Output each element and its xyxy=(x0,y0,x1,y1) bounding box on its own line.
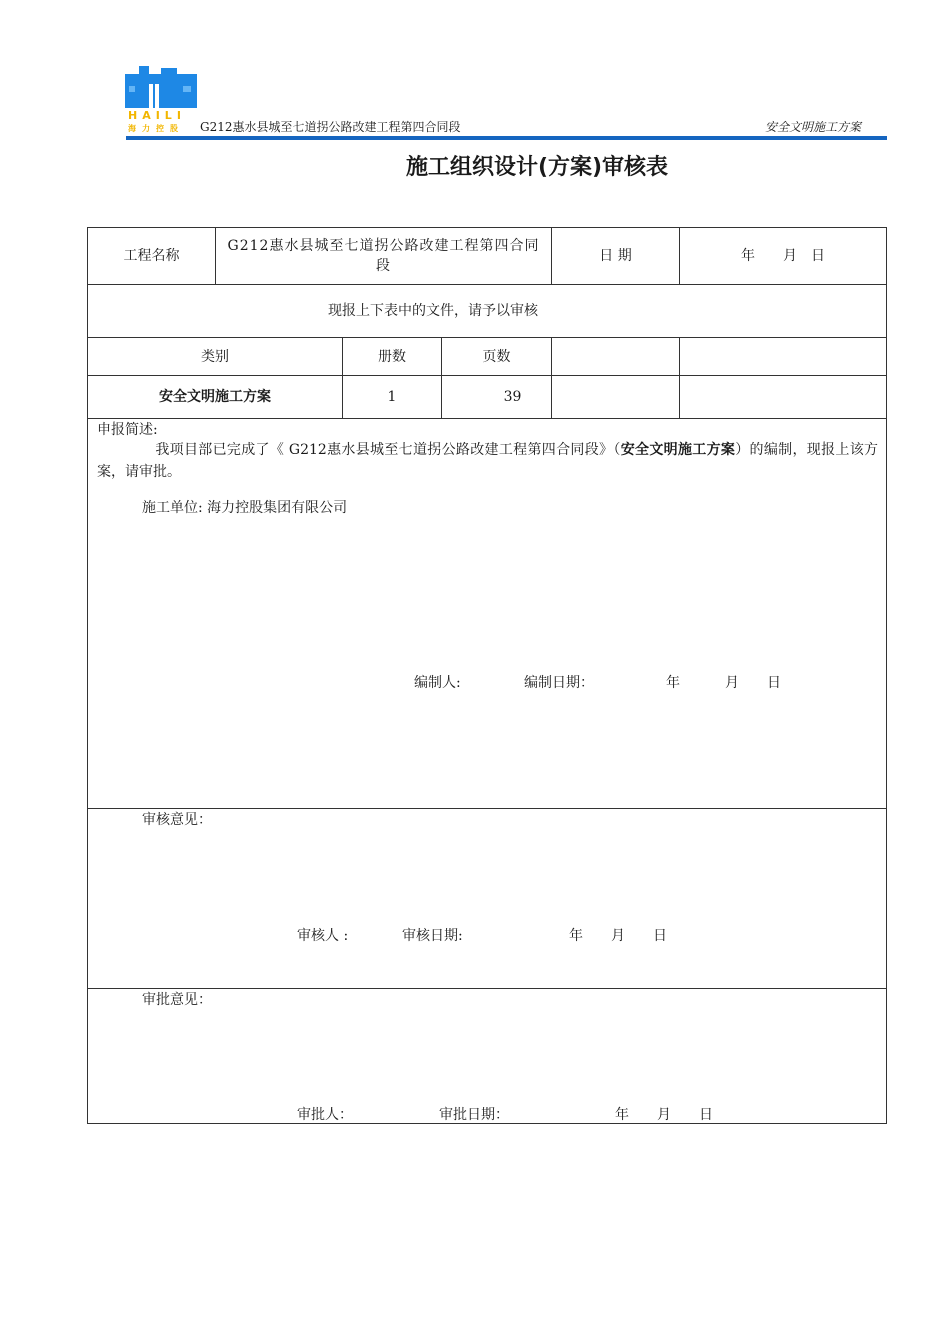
document-pages: 39 xyxy=(442,376,552,419)
review-form-table xyxy=(87,227,887,1124)
summary-section xyxy=(88,419,887,809)
approval-section xyxy=(88,989,887,1124)
date-value: 年 月 日 xyxy=(680,228,887,285)
header-document-type: 安全文明施工方案 xyxy=(764,120,861,134)
header-project-name: G212惠水县城至七道拐公路改建工程第四合同段 xyxy=(200,120,461,134)
document-row xyxy=(88,376,887,419)
approver-label: 审批人： xyxy=(297,1107,353,1123)
preparation-date-label: 编制日期： xyxy=(524,675,594,691)
page-title: 施工组织设计(方案)审核表 xyxy=(405,155,669,180)
approval-month: 月 xyxy=(657,1107,671,1123)
empty-cell-2 xyxy=(680,376,887,419)
review-month: 月 xyxy=(611,928,625,944)
notice-row xyxy=(88,285,887,338)
project-name-value: G212惠水县城至七道拐公路改建工程第四合同段 xyxy=(216,228,552,285)
preparer-label: 编制人: xyxy=(414,675,461,691)
approval-day: 日 xyxy=(699,1107,713,1123)
approval-year: 年 xyxy=(615,1107,629,1123)
reviewer-label: 审核人 : xyxy=(297,928,349,944)
logo-wordmark: HAILI xyxy=(128,109,186,122)
project-name-label: 工程名称 xyxy=(88,228,216,285)
project-row xyxy=(88,228,887,285)
summary-label: 申报简述: xyxy=(97,422,158,438)
review-year: 年 xyxy=(569,928,583,944)
pages-header: 页数 xyxy=(442,338,552,376)
preparation-day: 日 xyxy=(767,675,781,691)
approval-opinion-label: 审批意见： xyxy=(142,992,212,1008)
logo-chinese-name: 海力控股 xyxy=(128,124,184,133)
category-header: 类别 xyxy=(88,338,343,376)
review-date-label: 审核日期: xyxy=(402,928,463,944)
empty-header-cell-2 xyxy=(680,338,887,376)
summary-text: 我项目部已完成了《 G212惠水县城至七道拐公路改建工程第四合同段》（安全文明施工方案）的编制，现报上该方案，请审批。 xyxy=(97,442,879,480)
review-day: 日 xyxy=(653,928,667,944)
construction-unit: 施工单位: 海力控股集团有限公司 xyxy=(142,500,348,516)
preparation-year: 年 xyxy=(666,675,680,691)
document-volumes: 1 xyxy=(343,376,442,419)
empty-cell-1 xyxy=(552,376,680,419)
submission-notice: 现报上下表中的文件，请予以审核 xyxy=(88,285,887,338)
volumes-header: 册数 xyxy=(343,338,442,376)
empty-header-cell-1 xyxy=(552,338,680,376)
document-category: 安全文明施工方案 xyxy=(88,376,343,419)
review-section xyxy=(88,809,887,989)
category-header-row xyxy=(88,338,887,376)
approval-date-label: 审批日期： xyxy=(439,1107,509,1123)
date-label: 日 期 xyxy=(552,228,680,285)
review-opinion-label: 审核意见： xyxy=(142,812,212,828)
header-divider xyxy=(126,136,887,140)
preparation-month: 月 xyxy=(725,675,739,691)
